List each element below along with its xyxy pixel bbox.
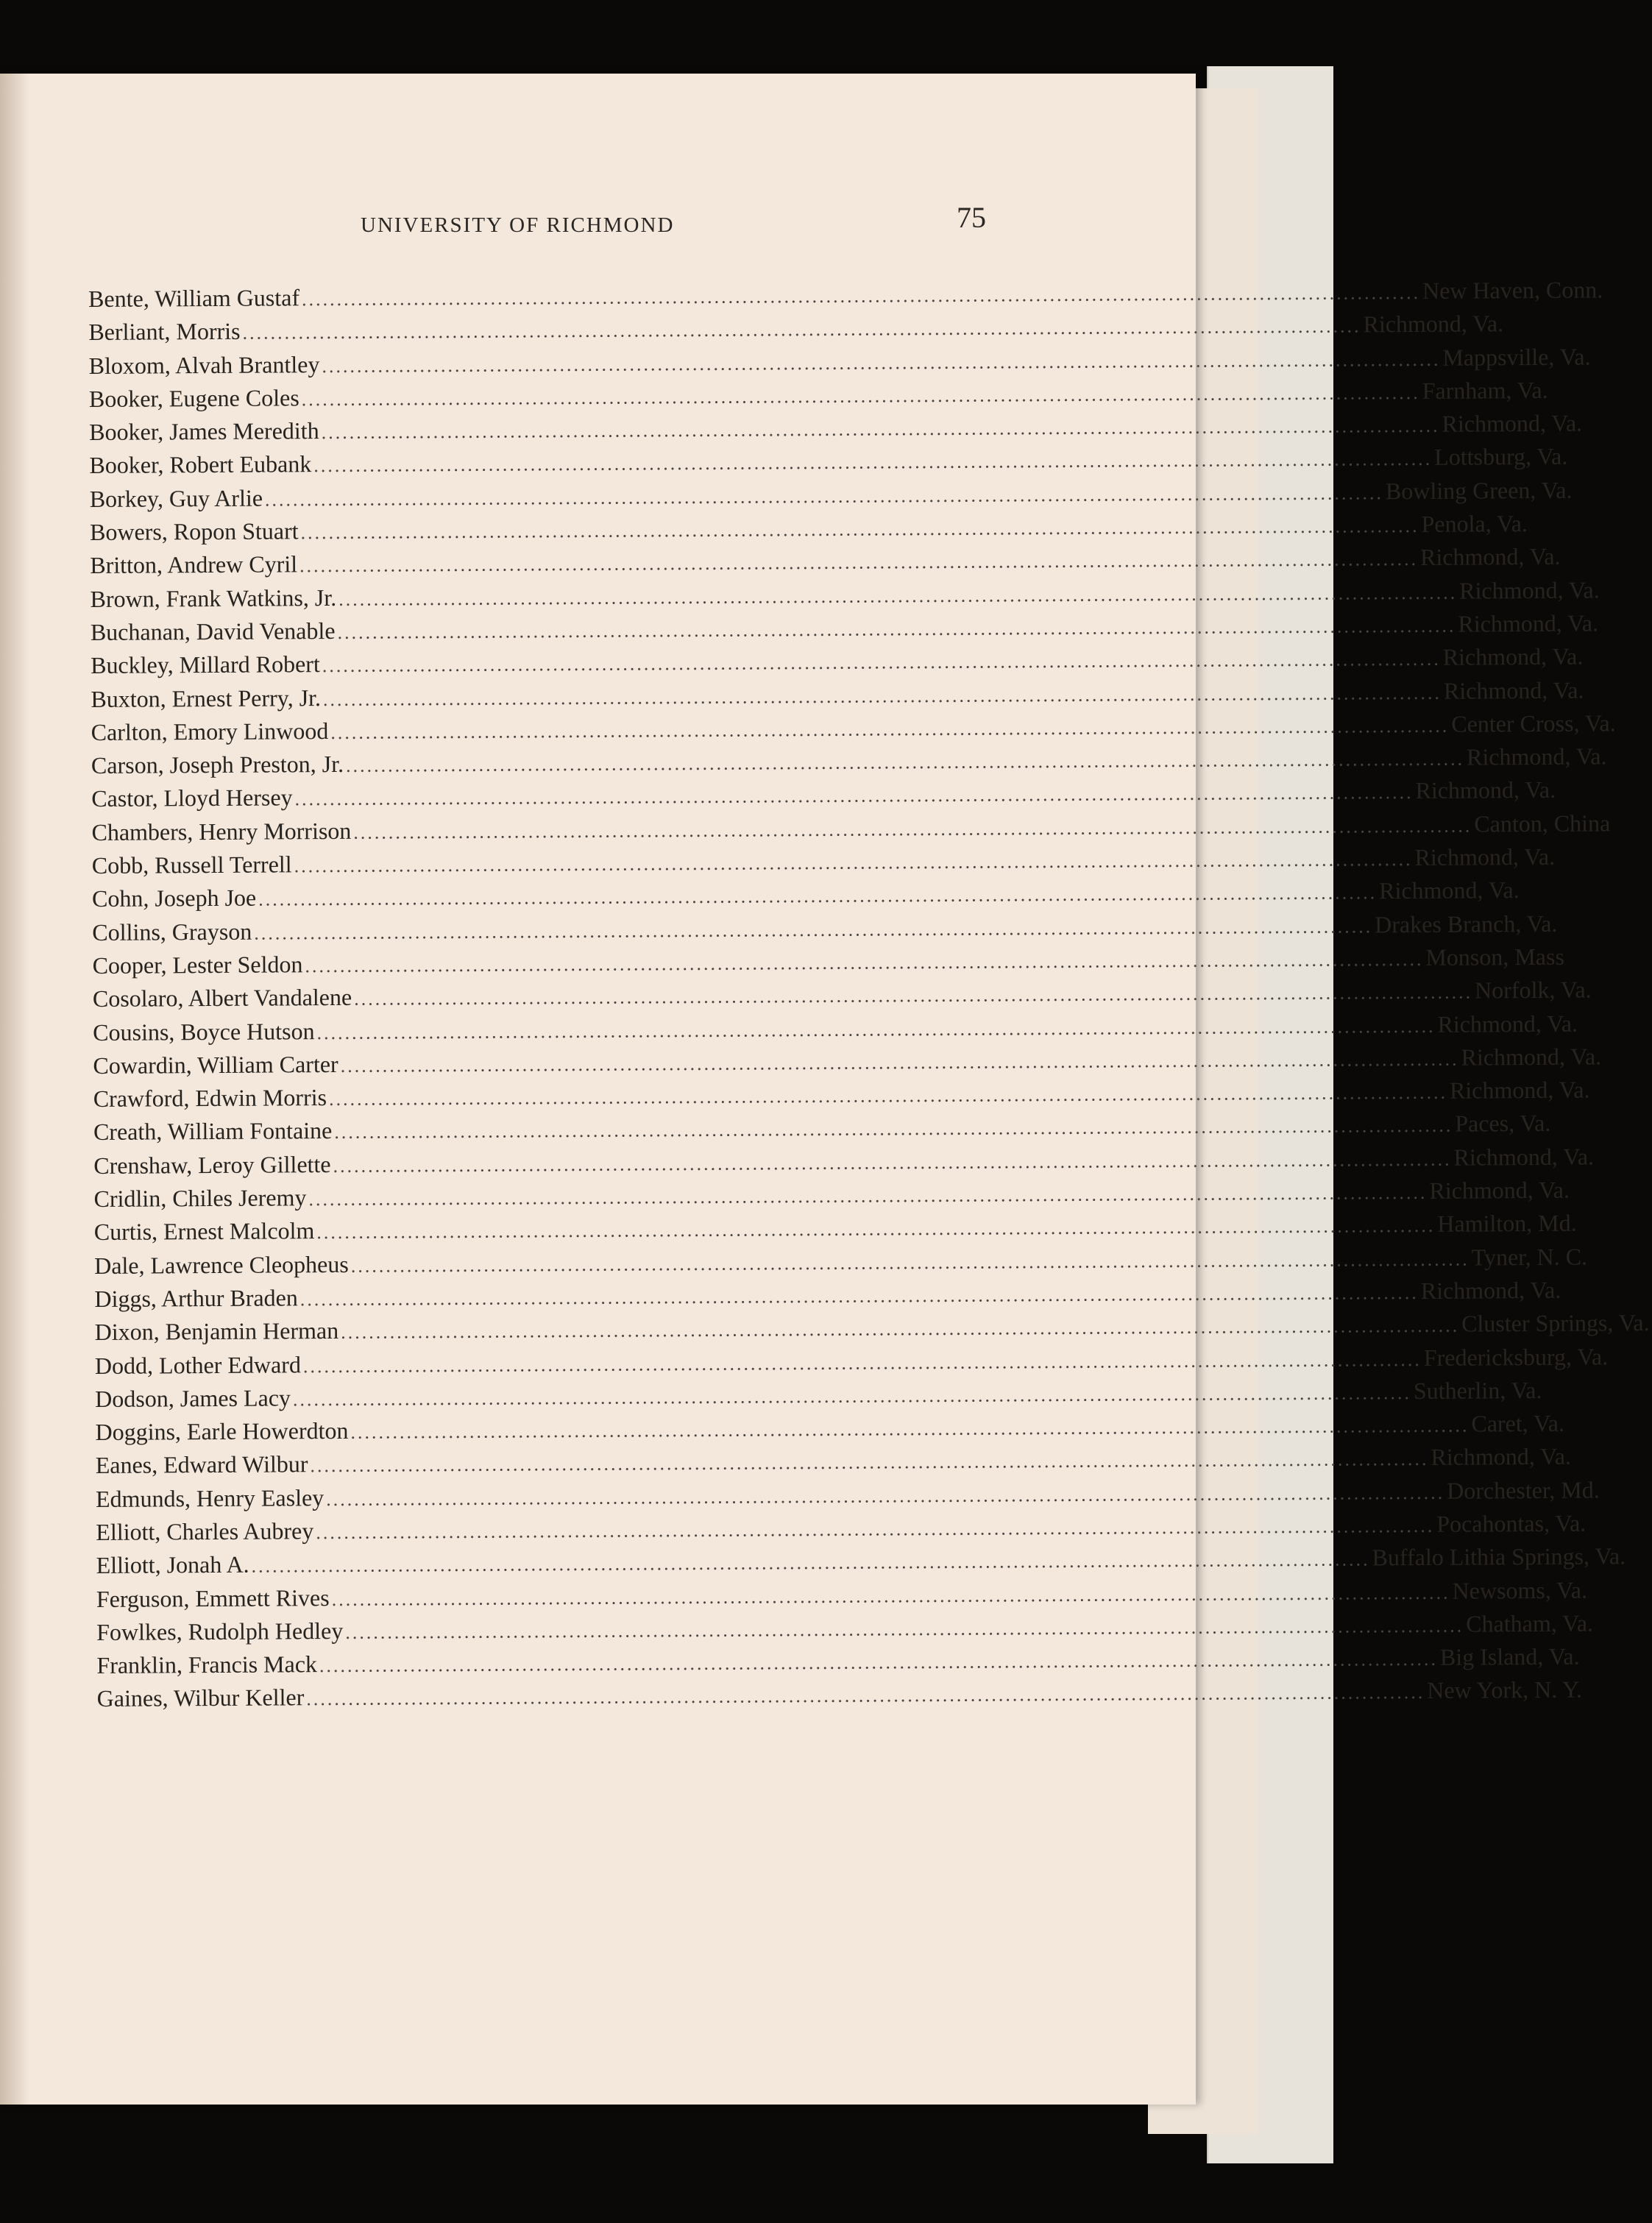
directory-entry <box>93 1209 1577 1252</box>
hometown: Richmond, Va. <box>1453 1143 1595 1171</box>
student-name: Booker, James Meredith <box>89 417 319 446</box>
hometown: Farnham, Va. <box>1422 376 1548 404</box>
dot-leader: ................................................................................................................................................................ <box>354 981 1473 1010</box>
student-name: Dodd, Lother Edward <box>94 1350 301 1379</box>
student-name: Diggs, Arthur Braden <box>94 1284 298 1312</box>
hometown: Center Cross, Va. <box>1451 709 1616 737</box>
hometown: Newsoms, Va. <box>1452 1576 1588 1604</box>
directory-entry <box>94 1276 1561 1319</box>
dot-leader: ................................................................................................................................................................ <box>294 848 1413 877</box>
dot-leader: ................................................................................................................................................................ <box>313 448 1433 477</box>
dot-leader: ................................................................................................................................................................ <box>299 548 1419 577</box>
hometown: Canton, China <box>1474 809 1611 837</box>
dot-leader: ................................................................................................................................................................ <box>319 1648 1439 1677</box>
hometown: Richmond, Va. <box>1429 1176 1570 1204</box>
directory-entry <box>90 576 1600 619</box>
directory-entry <box>91 776 1556 819</box>
hometown: Dorchester, Md. <box>1447 1476 1600 1504</box>
directory-entry <box>96 1609 1594 1652</box>
directory-entry <box>93 1143 1595 1185</box>
directory-entry <box>91 642 1584 686</box>
directory-entry <box>88 310 1504 352</box>
dot-leader: ................................................................................................................................................................ <box>338 581 1458 610</box>
student-name: Buxton, Ernest Perry, Jr. <box>91 684 322 712</box>
student-name: Ferguson, Emmett Rives <box>96 1584 330 1612</box>
student-name: Britton, Andrew Cyril <box>90 550 298 579</box>
directory-entry <box>92 976 1592 1019</box>
hometown: Richmond, Va. <box>1442 409 1583 437</box>
dot-leader: ................................................................................................................................................................ <box>251 1548 1370 1577</box>
directory-entry <box>89 510 1528 552</box>
hometown: Richmond, Va. <box>1443 676 1584 704</box>
page-number: 75 <box>957 201 986 234</box>
directory-entry <box>95 1443 1572 1486</box>
hometown: Norfolk, Va. <box>1474 976 1592 1004</box>
dot-leader: ................................................................................................................................................................ <box>308 1181 1428 1210</box>
directory-entry <box>94 1342 1609 1386</box>
hometown: Cluster Springs, Va. <box>1461 1309 1650 1337</box>
hometown: Sutherlin, Va. <box>1413 1376 1542 1404</box>
dot-leader: ................................................................................................................................................................ <box>331 1581 1450 1610</box>
hometown: Lottsburg, Va. <box>1434 443 1568 471</box>
hometown: Chatham, Va. <box>1466 1609 1594 1637</box>
directory-entry <box>96 1642 1580 1686</box>
dot-leader: ................................................................................................................................................................ <box>242 315 1361 344</box>
dot-leader: ................................................................................................................................................................ <box>334 1115 1453 1144</box>
student-name: Cridlin, Chiles Jeremy <box>93 1184 307 1212</box>
student-name: Cosolaro, Albert Vandalene <box>92 984 352 1013</box>
directory-entry <box>89 409 1583 453</box>
hometown: Richmond, Va. <box>1419 543 1561 571</box>
dot-leader: ................................................................................................................................................................ <box>322 681 1442 710</box>
hometown: Fredericksburg, Va. <box>1423 1342 1609 1371</box>
dot-leader: ................................................................................................................................................................ <box>350 1414 1470 1443</box>
student-name: Carson, Joseph Preston, Jr. <box>91 751 344 779</box>
student-name: Elliott, Jonah A. <box>96 1550 249 1579</box>
directory-entry <box>96 1676 1583 1719</box>
hometown: Penola, Va. <box>1421 510 1528 538</box>
student-name: Eanes, Edward Wilbur <box>95 1450 308 1479</box>
hometown: Richmond, Va. <box>1363 310 1504 338</box>
hometown: Richmond, Va. <box>1414 843 1556 871</box>
hometown: Buffalo Lithia Springs, Va. <box>1372 1542 1626 1571</box>
hometown: Richmond, Va. <box>1431 1443 1572 1471</box>
student-name: Doggins, Earle Howerdton <box>95 1417 349 1446</box>
dot-leader: ................................................................................................................................................................ <box>328 1081 1448 1110</box>
dot-leader: ................................................................................................................................................................ <box>321 414 1440 444</box>
student-name: Cousins, Boyce Hutson <box>93 1017 315 1046</box>
hometown: Richmond, Va. <box>1437 1010 1578 1038</box>
directory-entry <box>90 543 1561 586</box>
hometown: Richmond, Va. <box>1466 742 1607 770</box>
dot-leader: ................................................................................................................................................................ <box>353 815 1472 843</box>
hometown: Pocahontas, Va. <box>1436 1509 1587 1537</box>
page-gutter <box>0 74 29 2105</box>
student-name: Buchanan, David Venable <box>90 617 336 645</box>
student-name: Creath, William Fontaine <box>93 1117 333 1146</box>
student-name: Collins, Grayson <box>92 918 252 946</box>
dot-leader: ................................................................................................................................................................ <box>350 1248 1470 1277</box>
hometown: Tyner, N. C. <box>1471 1243 1588 1271</box>
directory-entry <box>88 376 1548 419</box>
student-name: Crenshaw, Leroy Gillette <box>93 1150 331 1179</box>
student-directory-list <box>88 276 1650 1718</box>
hometown: Richmond, Va. <box>1415 776 1556 804</box>
student-name: Edmunds, Henry Easley <box>95 1483 325 1512</box>
dot-leader: ................................................................................................................................................................ <box>264 482 1384 511</box>
hometown: Richmond, Va. <box>1458 609 1599 637</box>
directory-entry <box>93 1176 1570 1219</box>
student-name: Castor, Lloyd Hersey <box>91 784 293 812</box>
directory-entry <box>94 1243 1588 1286</box>
hometown: Paces, Va. <box>1455 1110 1551 1138</box>
directory-entry <box>96 1542 1626 1586</box>
student-name: Carlton, Emory Linwood <box>91 717 329 745</box>
hometown: New York, N. Y. <box>1427 1676 1583 1704</box>
dot-leader: ................................................................................................................................................................ <box>316 1215 1436 1244</box>
directory-entry <box>91 676 1584 719</box>
student-name: Borkey, Guy Arlie <box>89 484 263 512</box>
dot-leader: ................................................................................................................................................................ <box>310 1448 1429 1477</box>
student-name: Buckley, Millard Robert <box>91 650 320 679</box>
running-head: UNIVERSITY OF RICHMOND <box>361 213 675 237</box>
dot-leader: ................................................................................................................................................................ <box>299 1281 1419 1311</box>
student-name: Berliant, Morris <box>88 318 241 346</box>
dot-leader: ................................................................................................................................................................ <box>302 1348 1422 1377</box>
student-name: Elliott, Charles Aubrey <box>96 1517 314 1545</box>
dot-leader: ................................................................................................................................................................ <box>346 748 1465 777</box>
student-name: Franklin, Francis Mack <box>96 1651 318 1679</box>
dot-leader: ................................................................................................................................................................ <box>326 1481 1445 1510</box>
dot-leader: ................................................................................................................................................................ <box>301 381 1420 411</box>
dot-leader: ................................................................................................................................................................ <box>322 648 1441 677</box>
directory-entry <box>88 343 1591 386</box>
directory-entry <box>92 943 1564 985</box>
hometown: Richmond, Va. <box>1379 876 1520 904</box>
directory-entry <box>96 1576 1588 1619</box>
directory-entry <box>90 609 1599 652</box>
directory-entry <box>91 709 1616 752</box>
student-name: Bowers, Ropon Stuart <box>89 517 299 546</box>
hometown: Big Island, Va. <box>1439 1642 1580 1670</box>
dot-leader: ................................................................................................................................................................ <box>301 281 1421 311</box>
student-name: Crawford, Edwin Morris <box>93 1084 327 1113</box>
hometown: Hamilton, Md. <box>1437 1209 1577 1238</box>
hometown: Caret, Va. <box>1471 1409 1564 1437</box>
dot-leader: ................................................................................................................................................................ <box>254 915 1373 944</box>
hometown: Bowling Green, Va. <box>1385 476 1573 505</box>
directory-entry <box>92 910 1558 952</box>
hometown: Mappsville, Va. <box>1442 343 1591 371</box>
student-name: Booker, Robert Eubank <box>89 450 312 479</box>
directory-entry <box>95 1376 1542 1419</box>
hometown: New Haven, Conn. <box>1422 276 1603 304</box>
student-name: Dixon, Benjamin Herman <box>94 1317 339 1346</box>
hometown: Richmond, Va. <box>1420 1276 1561 1304</box>
student-name: Brown, Frank Watkins, Jr. <box>90 584 337 612</box>
student-name: Dale, Lawrence Cleopheus <box>94 1250 349 1279</box>
dot-leader: ................................................................................................................................................................ <box>306 1681 1425 1710</box>
directory-entry <box>95 1409 1564 1452</box>
student-name: Cobb, Russell Terrell <box>91 851 292 879</box>
student-name: Cowardin, William Carter <box>93 1050 338 1079</box>
directory-entry <box>93 1043 1602 1085</box>
dot-leader: ................................................................................................................................................................ <box>300 515 1419 544</box>
dot-leader: ................................................................................................................................................................ <box>345 1614 1464 1643</box>
hometown: Monson, Mass <box>1425 943 1564 971</box>
directory-entry <box>93 1010 1578 1052</box>
student-name: Cooper, Lester Seldon <box>92 951 303 979</box>
hometown: Richmond, Va. <box>1442 642 1584 671</box>
student-name: Booker, Eugene Coles <box>88 384 299 412</box>
dot-leader: ................................................................................................................................................................ <box>340 1048 1459 1077</box>
directory-entry <box>93 1076 1590 1118</box>
directory-entry <box>94 1309 1650 1352</box>
dot-leader: ................................................................................................................................................................ <box>258 882 1378 910</box>
directory-entry <box>91 742 1607 786</box>
directory-entry <box>88 276 1603 319</box>
student-name: Bente, William Gustaf <box>88 284 300 312</box>
dot-leader: ................................................................................................................................................................ <box>316 1015 1436 1043</box>
hometown: Richmond, Va. <box>1461 1043 1602 1071</box>
dot-leader: ................................................................................................................................................................ <box>341 1314 1460 1344</box>
student-name: Gaines, Wilbur Keller <box>96 1684 305 1712</box>
hometown: Richmond, Va. <box>1449 1076 1590 1104</box>
dot-leader: ................................................................................................................................................................ <box>330 715 1450 743</box>
student-name: Cohn, Joseph Joe <box>91 884 257 912</box>
directory-entry <box>93 1110 1551 1152</box>
directory-entry <box>91 809 1611 852</box>
directory-entry <box>96 1509 1587 1552</box>
dot-leader: ................................................................................................................................................................ <box>292 1381 1412 1411</box>
dot-leader: ................................................................................................................................................................ <box>337 614 1456 643</box>
directory-entry <box>89 443 1568 486</box>
directory-entry <box>89 476 1573 519</box>
dot-leader: ................................................................................................................................................................ <box>316 1514 1435 1544</box>
dot-leader: ................................................................................................................................................................ <box>294 781 1414 810</box>
student-name: Fowlkes, Rudolph Hedley <box>96 1617 344 1645</box>
dot-leader: ................................................................................................................................................................ <box>333 1148 1452 1177</box>
dot-leader: ................................................................................................................................................................ <box>305 948 1424 977</box>
directory-entry <box>91 843 1556 885</box>
student-name: Curtis, Ernest Malcolm <box>93 1217 315 1246</box>
student-name: Bloxom, Alvah Brantley <box>88 350 320 379</box>
hometown: Drakes Branch, Va. <box>1375 910 1558 937</box>
dot-leader: ................................................................................................................................................................ <box>322 348 1441 377</box>
directory-entry <box>95 1476 1600 1519</box>
hometown: Richmond, Va. <box>1459 576 1600 604</box>
student-name: Dodson, James Lacy <box>95 1384 291 1412</box>
student-name: Chambers, Henry Morrison <box>91 817 352 845</box>
directory-entry <box>91 876 1520 919</box>
